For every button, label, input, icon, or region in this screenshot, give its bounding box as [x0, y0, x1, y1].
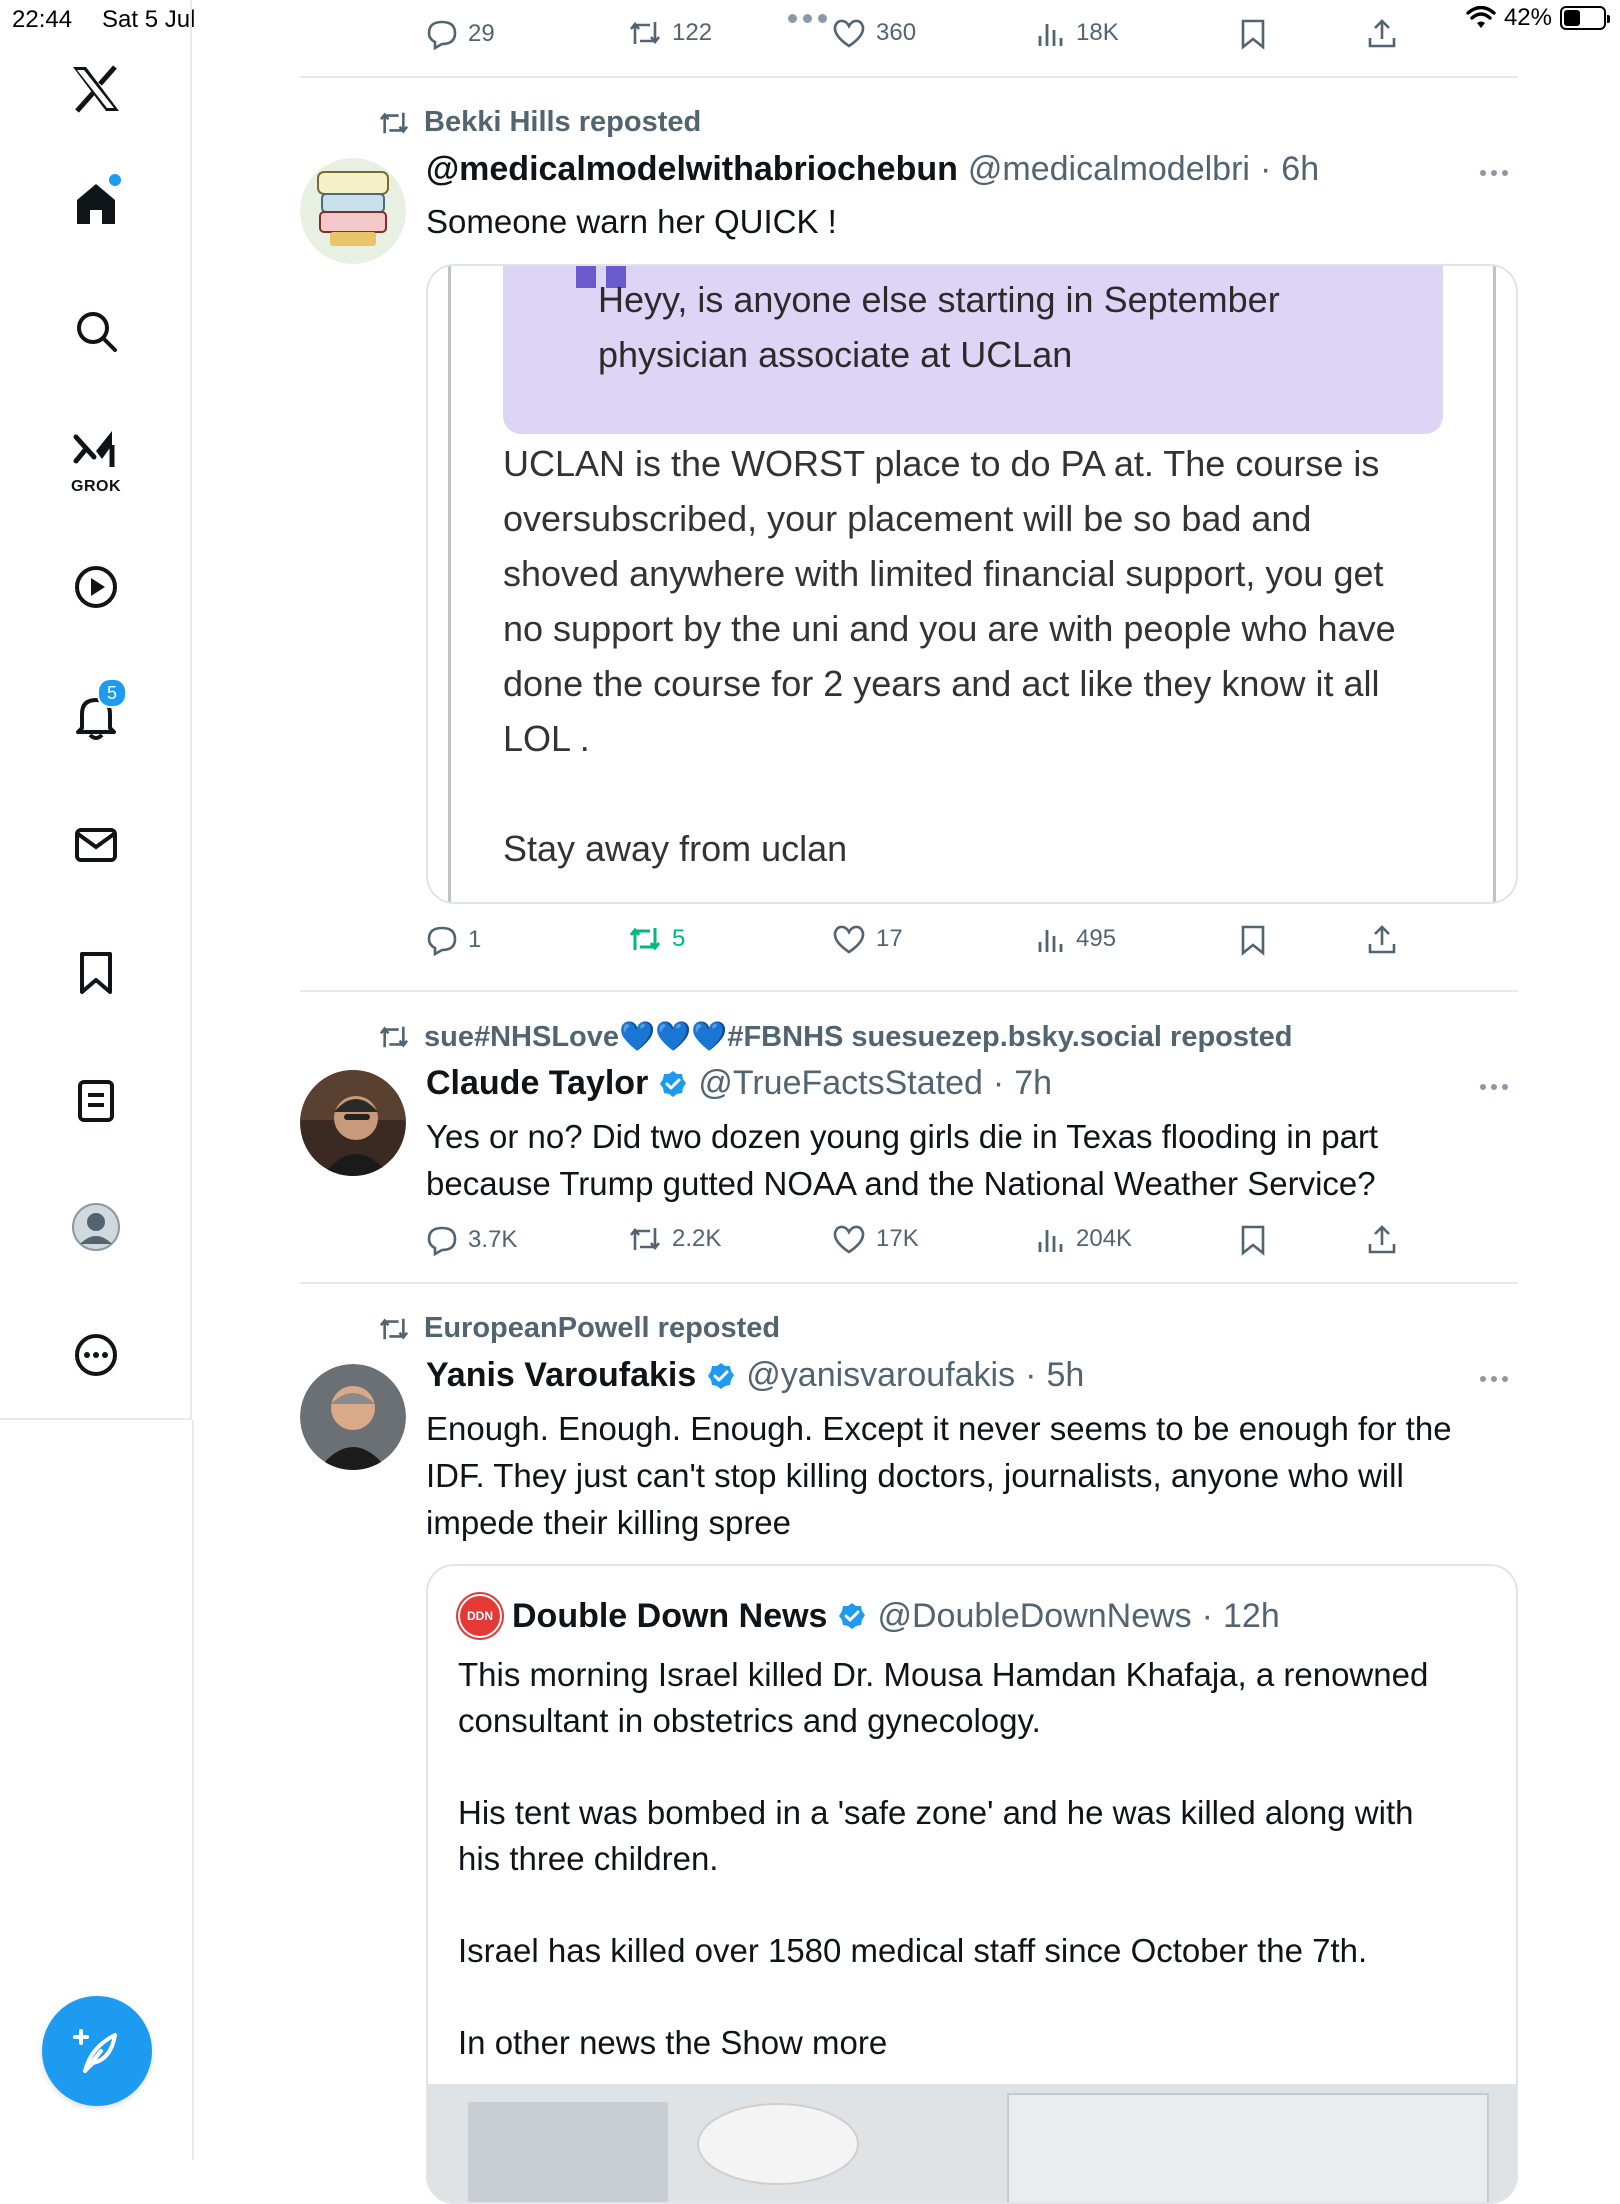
sidebar-item-notifications[interactable] — [69, 682, 123, 744]
reply-button[interactable] — [426, 924, 481, 956]
attached-screenshot[interactable] — [426, 264, 1518, 904]
screenshot-left-border — [448, 266, 451, 904]
repost-count: 2.2K — [672, 1225, 722, 1252]
author-handle[interactable]: @yanisvaroufakis — [746, 1356, 1016, 1394]
play-icon — [73, 564, 119, 610]
screenshot-reply: UCLAN is the WORST place to do PA at. The course is oversubscribed, your placement will be so bad and shoved anywhere with limited financial support, you get no support by the uni and you are with people who have done the course for 2 years and act like they know it all LOL . Stay away from uclan — [503, 443, 1396, 869]
avatar[interactable] — [300, 1070, 406, 1176]
view-count: 204K — [1076, 1225, 1133, 1252]
bookmark-icon — [1240, 924, 1266, 956]
home-unread-dot — [109, 174, 121, 186]
post-text: Enough. Enough. Enough. Except it never seems to be enough for the IDF. They just can't stop killing doctors, journalists, anyone who will impede their killing spree — [426, 1410, 1452, 1541]
repost-icon — [628, 924, 662, 954]
sidebar-item-profile[interactable] — [69, 1200, 123, 1254]
post-divider — [300, 76, 1518, 78]
avatar[interactable] — [300, 158, 406, 264]
separator-dot: · — [1025, 1356, 1037, 1394]
quoted-post-time: 12h — [1223, 1596, 1280, 1635]
sidebar-item-grok[interactable] — [69, 424, 123, 478]
post-text: Yes or no? Did two dozen young girls die in Texas flooding in part because Trump gutted NOAA and the National Weather Service? — [426, 1118, 1379, 1202]
list-icon — [77, 1079, 115, 1123]
author-name[interactable]: @medicalmodelwithabriochebun — [426, 150, 958, 188]
like-button[interactable] — [832, 924, 903, 954]
battery-percent: 42% — [1503, 4, 1552, 31]
views-icon — [1036, 18, 1066, 48]
view-count: 18K — [1076, 19, 1119, 46]
repost-icon — [628, 1224, 662, 1254]
repost-icon — [378, 1315, 410, 1343]
author-handle[interactable]: @medicalmodelbri — [967, 150, 1250, 188]
bookmark-button[interactable] — [1240, 924, 1266, 956]
author-name[interactable]: Yanis Varoufakis — [426, 1356, 697, 1394]
post-header — [426, 1356, 1084, 1395]
reply-icon — [426, 18, 458, 50]
repost-button[interactable] — [628, 1224, 721, 1254]
compose-feather-icon — [71, 2025, 123, 2077]
repost-indicator[interactable] — [378, 1312, 780, 1345]
notification-badge: 5 — [97, 678, 127, 708]
verified-badge-icon — [706, 1361, 736, 1391]
share-icon — [1366, 924, 1398, 956]
like-count: 360 — [876, 19, 917, 46]
separator-dot: · — [1201, 1596, 1213, 1635]
views-button[interactable] — [1036, 1224, 1132, 1254]
status-date: Sat 5 Jul — [102, 6, 196, 33]
top-reply-button[interactable] — [426, 18, 495, 50]
bookmark-icon — [78, 950, 114, 996]
like-count: 17 — [876, 925, 903, 952]
share-button[interactable] — [1366, 1224, 1398, 1256]
post-more-icon[interactable] — [1480, 1084, 1508, 1090]
reply-icon — [426, 1224, 458, 1256]
repost-icon — [378, 109, 410, 137]
views-button[interactable] — [1036, 924, 1116, 954]
quoted-author-handle: @DoubleDownNews — [877, 1596, 1192, 1635]
post-header — [426, 1064, 1052, 1103]
status-time: 22:44 — [12, 6, 73, 33]
post-time[interactable]: 7h — [1014, 1064, 1053, 1102]
views-icon — [1036, 924, 1066, 954]
top-repost-button[interactable] — [628, 18, 712, 48]
heart-icon — [832, 18, 866, 48]
repost-by-text: EuropeanPowell reposted — [424, 1312, 781, 1344]
author-name[interactable]: Claude Taylor — [426, 1064, 649, 1102]
repost-by-text: Bekki Hills reposted — [424, 106, 702, 138]
bookmark-icon — [1240, 18, 1266, 50]
post-header — [426, 150, 1319, 189]
view-count: 495 — [1076, 925, 1117, 952]
sidebar-item-video[interactable] — [69, 560, 123, 614]
quoted-post[interactable] — [426, 1564, 1518, 2204]
wifi-icon — [1466, 6, 1496, 30]
author-handle[interactable]: @TrueFactsStated — [698, 1064, 983, 1102]
top-views-button[interactable] — [1036, 18, 1119, 48]
home-icon — [73, 180, 119, 226]
like-count: 17K — [876, 1225, 919, 1252]
repost-icon — [378, 1023, 410, 1051]
repost-count: 122 — [672, 19, 713, 46]
heart-icon — [832, 924, 866, 954]
quoted-author-avatar: DDN — [458, 1594, 502, 1638]
repost-button[interactable] — [628, 924, 685, 954]
post-time[interactable]: 5h — [1046, 1356, 1085, 1394]
repost-indicator[interactable] — [378, 1020, 1293, 1054]
search-icon — [74, 309, 118, 353]
post-more-icon[interactable] — [1480, 170, 1508, 176]
battery-icon — [1560, 6, 1606, 30]
share-icon — [1366, 1224, 1398, 1256]
top-share-button[interactable] — [1366, 18, 1398, 50]
top-like-button[interactable] — [832, 18, 916, 48]
bookmark-icon — [1240, 1224, 1266, 1256]
sidebar-item-bookmarks[interactable] — [69, 946, 123, 1000]
post-time[interactable]: 6h — [1281, 150, 1320, 188]
reply-count: 3.7K — [468, 1226, 518, 1253]
post-divider — [300, 990, 1518, 992]
verified-badge-icon — [658, 1069, 688, 1099]
sidebar-item-messages[interactable] — [69, 818, 123, 872]
bookmark-button[interactable] — [1240, 1224, 1266, 1256]
quoted-post-header — [458, 1594, 1280, 1638]
post-more-icon[interactable] — [1480, 1376, 1508, 1382]
repost-indicator[interactable] — [378, 106, 701, 139]
grok-label: GROK — [71, 478, 121, 495]
like-button[interactable] — [832, 1224, 919, 1254]
sidebar-item-more[interactable] — [69, 1328, 123, 1382]
reply-count: 1 — [468, 926, 482, 953]
verified-badge-icon — [837, 1601, 867, 1631]
repost-by-text: sue#NHSLove💙💙💙#FBNHS suesuezep.bsky.social reposted — [424, 1021, 1293, 1053]
post-divider — [300, 1282, 1518, 1284]
reply-button[interactable] — [426, 1224, 517, 1256]
heart-icon — [832, 1224, 866, 1254]
share-button[interactable] — [1366, 924, 1398, 956]
reply-count: 29 — [468, 20, 495, 47]
sidebar-divider — [192, 1420, 194, 2160]
sidebar-item-home[interactable] — [69, 176, 123, 230]
separator-dot: · — [992, 1064, 1005, 1102]
reply-icon — [426, 924, 458, 956]
avatar-icon — [71, 1202, 121, 1252]
quoted-post-text: This morning Israel killed Dr. Mousa Hamdan Khafaja, a renowned consultant in obstetrics and gynecology. His tent was bombed in a 'safe zone' and he was killed along with his three children. Israel has killed over 1580 medical staff since October the 7th. In other news the Show more — [458, 1656, 1429, 2061]
views-icon — [1036, 1224, 1066, 1254]
separator-dot: · — [1259, 150, 1272, 188]
mail-icon — [74, 825, 118, 865]
top-bookmark-button[interactable] — [1240, 18, 1266, 50]
screenshot-right-border — [1493, 266, 1496, 904]
quoted-post-image[interactable] — [428, 2084, 1518, 2204]
compose-post-button[interactable] — [42, 1996, 152, 2106]
sidebar-item-search[interactable] — [69, 304, 123, 358]
repost-icon — [628, 18, 662, 48]
post-text: Someone warn her QUICK ! — [426, 203, 837, 240]
repost-count: 5 — [672, 925, 686, 952]
screenshot-question: Heyy, is anyone else starting in September physician associate at UCLan — [598, 279, 1280, 375]
sidebar-item-lists[interactable] — [69, 1074, 123, 1128]
sidebar — [0, 0, 192, 1420]
top-more-icon[interactable] — [788, 14, 827, 23]
quoted-author-name: Double Down News — [512, 1596, 828, 1635]
status-right — [1466, 4, 1606, 32]
avatar[interactable] — [300, 1364, 406, 1470]
x-logo-icon[interactable] — [69, 62, 123, 116]
share-icon — [1366, 18, 1398, 50]
more-icon — [73, 1332, 119, 1378]
grok-icon — [72, 427, 120, 475]
